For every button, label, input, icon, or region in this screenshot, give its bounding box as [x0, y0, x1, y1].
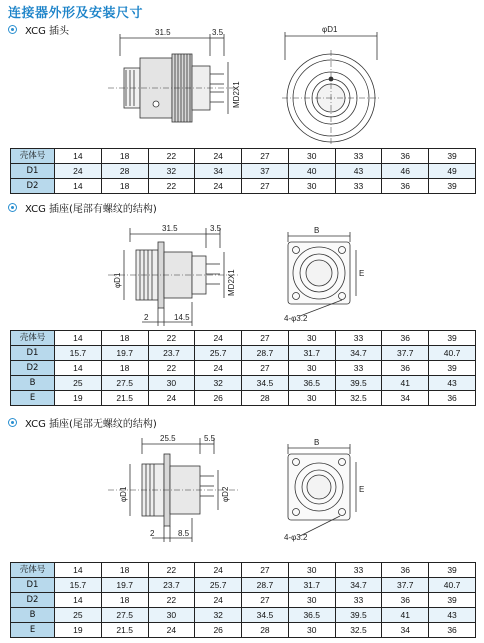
table-cell: 14 — [55, 331, 102, 346]
table-cell: 25 — [55, 376, 102, 391]
table-row — [11, 608, 476, 623]
table-cell: 33 — [335, 179, 382, 194]
unthreaded-d1-label: φD1 — [119, 486, 128, 502]
table-cell: 14 — [55, 179, 102, 194]
table-cell: 27 — [242, 331, 289, 346]
table-cell: 36 — [429, 623, 476, 638]
section-threaded-heading — [8, 200, 157, 215]
row-label: D2 — [11, 593, 55, 608]
threaded-e-label: E — [359, 269, 365, 278]
table-cell: 36 — [429, 391, 476, 406]
table-cell: 23.7 — [148, 578, 195, 593]
table-cell: 18 — [101, 563, 148, 578]
table-cell: 24 — [55, 164, 102, 179]
section-plug-heading — [8, 22, 69, 37]
table-cell: 36.5 — [288, 376, 335, 391]
table-cell: 30 — [288, 149, 335, 164]
plug-tail-label: 3.5 — [212, 28, 224, 37]
table-cell: 24 — [148, 391, 195, 406]
table-cell: 30 — [288, 331, 335, 346]
table-cell: 36 — [382, 563, 429, 578]
table-row — [11, 149, 476, 164]
plug-d1-label: φD1 — [322, 25, 338, 34]
table-cell: 14 — [55, 593, 102, 608]
table-cell: 19 — [55, 391, 102, 406]
unthreaded-d2-label: φD2 — [221, 486, 230, 502]
threaded-receptacle-dimension-table — [10, 330, 476, 406]
table-cell: 24 — [195, 361, 242, 376]
threaded-length-label: 31.5 — [162, 224, 178, 233]
table-cell: 31.7 — [288, 578, 335, 593]
threaded-receptacle-side-view-drawing — [100, 222, 250, 330]
table-cell: 33 — [335, 331, 382, 346]
table-cell: 36 — [382, 179, 429, 194]
row-label: E — [11, 391, 55, 406]
table-cell: 33 — [335, 563, 382, 578]
row-label: B — [11, 376, 55, 391]
table-cell: 32.5 — [335, 391, 382, 406]
threaded-d1-label: φD1 — [113, 272, 122, 288]
table-row — [11, 391, 476, 406]
table-row — [11, 164, 476, 179]
bullet-circle-icon — [8, 203, 17, 212]
table-cell: 32 — [195, 608, 242, 623]
threaded-holes-label: 4-φ3.2 — [284, 314, 308, 323]
table-cell: 31.7 — [288, 346, 335, 361]
table-cell: 22 — [148, 563, 195, 578]
table-cell: 32 — [148, 164, 195, 179]
table-cell: 28 — [242, 623, 289, 638]
table-row — [11, 331, 476, 346]
table-row — [11, 179, 476, 194]
table-cell: 19 — [55, 623, 102, 638]
table-cell: 32 — [195, 376, 242, 391]
table-row — [11, 623, 476, 638]
threaded-body-label: 14.5 — [174, 313, 190, 322]
threaded-md-label: MD2X1 — [227, 269, 236, 296]
table-cell: 36 — [382, 593, 429, 608]
table-cell: 14 — [55, 563, 102, 578]
table-cell: 34.5 — [242, 376, 289, 391]
table-cell: 19.7 — [101, 346, 148, 361]
table-cell: 22 — [148, 361, 195, 376]
bullet-circle-icon — [8, 418, 17, 427]
table-cell: 27.5 — [101, 608, 148, 623]
table-cell: 14 — [55, 149, 102, 164]
table-cell: 39 — [429, 149, 476, 164]
table-cell: 39 — [429, 593, 476, 608]
table-cell: 28.7 — [242, 346, 289, 361]
row-label: D2 — [11, 179, 55, 194]
table-cell: 36.5 — [288, 608, 335, 623]
table-cell: 36 — [382, 361, 429, 376]
table-cell: 39 — [429, 331, 476, 346]
table-row — [11, 593, 476, 608]
table-cell: 39.5 — [335, 376, 382, 391]
table-cell: 25.7 — [195, 346, 242, 361]
unthreaded-receptacle-side-view-drawing — [100, 432, 250, 544]
row-label: B — [11, 608, 55, 623]
table-cell: 30 — [148, 376, 195, 391]
table-cell: 30 — [288, 623, 335, 638]
threaded-b-label: B — [314, 226, 320, 235]
table-cell: 33 — [335, 149, 382, 164]
plug-length-label: 31.5 — [155, 28, 171, 37]
table-cell: 24 — [195, 149, 242, 164]
table-cell: 15.7 — [55, 578, 102, 593]
table-cell: 33 — [335, 593, 382, 608]
table-cell: 30 — [288, 179, 335, 194]
table-cell: 43 — [429, 608, 476, 623]
unthreaded-receptacle-dimension-table — [10, 562, 476, 638]
unthreaded-receptacle-front-view-drawing — [280, 436, 376, 542]
table-cell: 22 — [148, 593, 195, 608]
table-cell: 32.5 — [335, 623, 382, 638]
unthreaded-gap-label: 2 — [150, 529, 155, 538]
table-cell: 49 — [429, 164, 476, 179]
row-label: 壳体号 — [11, 149, 55, 164]
table-cell: 27 — [242, 563, 289, 578]
table-cell: 24 — [195, 331, 242, 346]
table-row — [11, 376, 476, 391]
table-cell: 37.7 — [382, 346, 429, 361]
table-cell: 46 — [382, 164, 429, 179]
table-cell: 23.7 — [148, 346, 195, 361]
page-title: 连接器外形及安装尺寸 — [8, 6, 144, 21]
table-cell: 33 — [335, 361, 382, 376]
table-cell: 25 — [55, 608, 102, 623]
table-cell: 27 — [242, 593, 289, 608]
table-cell: 37 — [242, 164, 289, 179]
row-label: D2 — [11, 361, 55, 376]
table-cell: 41 — [382, 608, 429, 623]
table-cell: 34 — [382, 623, 429, 638]
table-cell: 25.7 — [195, 578, 242, 593]
table-cell: 30 — [288, 391, 335, 406]
table-cell: 34.7 — [335, 346, 382, 361]
table-cell: 24 — [195, 593, 242, 608]
table-cell: 41 — [382, 376, 429, 391]
plug-front-view-drawing — [282, 20, 382, 144]
table-cell: 39 — [429, 179, 476, 194]
table-cell: 37.7 — [382, 578, 429, 593]
table-cell: 36 — [382, 331, 429, 346]
unthreaded-body-label: 8.5 — [178, 529, 190, 538]
table-cell: 34 — [195, 164, 242, 179]
table-cell: 30 — [288, 593, 335, 608]
plug-dimension-table — [10, 148, 476, 194]
table-row — [11, 578, 476, 593]
row-label: D1 — [11, 346, 55, 361]
table-cell: 27.5 — [101, 376, 148, 391]
table-cell: 14 — [55, 361, 102, 376]
table-cell: 15.7 — [55, 346, 102, 361]
table-cell: 18 — [101, 179, 148, 194]
table-cell: 22 — [148, 149, 195, 164]
row-label: E — [11, 623, 55, 638]
unthreaded-length-label: 25.5 — [160, 434, 176, 443]
table-cell: 22 — [148, 331, 195, 346]
threaded-tail-label: 3.5 — [210, 224, 222, 233]
threaded-receptacle-front-view-drawing — [280, 224, 376, 324]
section-unthreaded-heading — [8, 415, 157, 430]
table-row — [11, 361, 476, 376]
table-cell: 34.5 — [242, 608, 289, 623]
table-cell: 28 — [242, 391, 289, 406]
table-cell: 24 — [148, 623, 195, 638]
table-cell: 30 — [288, 361, 335, 376]
table-row — [11, 563, 476, 578]
plug-md-label: MD2X1 — [232, 81, 241, 108]
table-cell: 36 — [382, 149, 429, 164]
table-cell: 27 — [242, 361, 289, 376]
table-cell: 43 — [429, 376, 476, 391]
table-cell: 39.5 — [335, 608, 382, 623]
table-cell: 18 — [101, 331, 148, 346]
section-unthreaded-title: XCG 插座(尾部无螺纹的结构) — [25, 419, 157, 430]
unthreaded-holes-label: 4-φ3.2 — [284, 533, 308, 542]
table-cell: 40 — [288, 164, 335, 179]
section-threaded-title: XCG 插座(尾部有螺纹的结构) — [25, 204, 157, 215]
table-cell: 21.5 — [101, 391, 148, 406]
table-cell: 18 — [101, 593, 148, 608]
table-cell: 26 — [195, 623, 242, 638]
table-cell: 18 — [101, 361, 148, 376]
row-label: D1 — [11, 164, 55, 179]
table-cell: 22 — [148, 179, 195, 194]
table-cell: 21.5 — [101, 623, 148, 638]
table-cell: 26 — [195, 391, 242, 406]
table-cell: 34 — [382, 391, 429, 406]
table-cell: 28.7 — [242, 578, 289, 593]
section-plug-title: XCG 插头 — [25, 26, 70, 37]
table-cell: 30 — [148, 608, 195, 623]
table-cell: 24 — [195, 179, 242, 194]
table-cell: 43 — [335, 164, 382, 179]
table-cell: 39 — [429, 563, 476, 578]
bullet-circle-icon — [8, 25, 17, 34]
table-cell: 27 — [242, 149, 289, 164]
table-cell: 24 — [195, 563, 242, 578]
unthreaded-e-label: E — [359, 485, 365, 494]
table-cell: 40.7 — [429, 578, 476, 593]
table-cell: 34.7 — [335, 578, 382, 593]
table-cell: 27 — [242, 179, 289, 194]
table-cell: 19.7 — [101, 578, 148, 593]
table-cell: 28 — [101, 164, 148, 179]
unthreaded-tail-label: 5.5 — [204, 434, 216, 443]
table-cell: 39 — [429, 361, 476, 376]
plug-side-view-drawing — [100, 26, 250, 144]
row-label: 壳体号 — [11, 331, 55, 346]
table-cell: 40.7 — [429, 346, 476, 361]
unthreaded-b-label: B — [314, 438, 320, 447]
row-label: D1 — [11, 578, 55, 593]
threaded-gap-label: 2 — [144, 313, 149, 322]
row-label: 壳体号 — [11, 563, 55, 578]
table-cell: 30 — [288, 563, 335, 578]
table-row — [11, 346, 476, 361]
table-cell: 18 — [101, 149, 148, 164]
